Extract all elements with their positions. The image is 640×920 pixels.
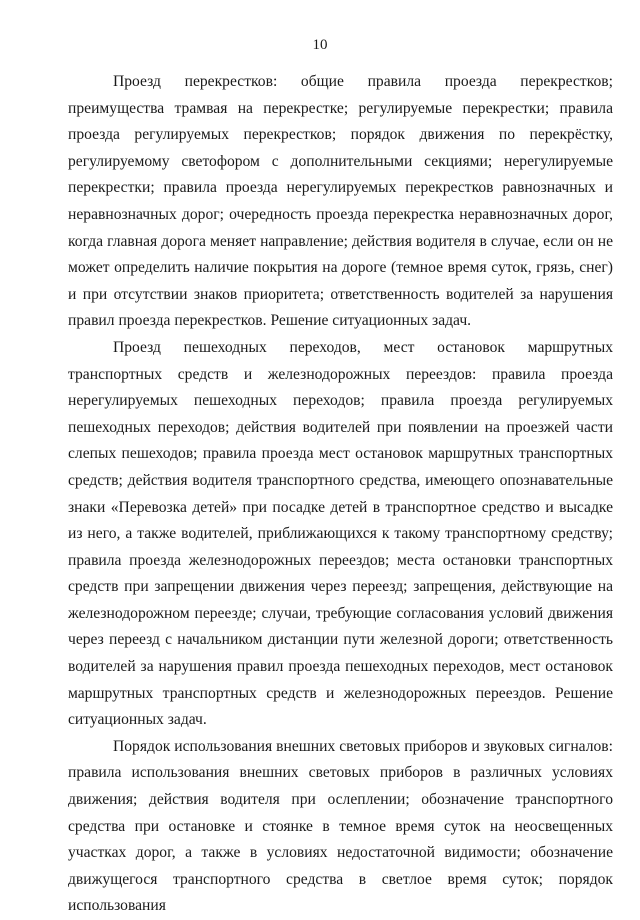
document-body [68, 69, 613, 920]
paragraph-lights-signals: Порядок использования внешних световых приборов и звуковых сигналов: правила использования внешних световых приборов в различных условиях движения; действия водителя при ослеплении; обозначение транспортного средства при остановке и стоянке в темное время суток на неосвещенных участках дорог, а также в условиях недостаточной видимости; обозначение движущегося транспортного средства в светлое время суток; порядок использования [68, 737, 613, 915]
page-number: 10 [312, 37, 328, 53]
paragraph-intersections: Проезд перекрестков: общие правила проезда перекрестков; преимущества трамвая на перекрестке; регулируемые перекрестки; правила проезда регулируемых перекрестков; порядок движения по перекрёстку, регулируемому светофором с дополнительными секциями; нерегулируемые перекрестки; правила проезда нерегулируемых перекрестков равнозначных и неравнозначных дорог; очередность проезда перекрестка неравнозначных дорог, когда главная дорога меняет направление; действия водителя в случае, если он не может определить наличие покрытия на дороге (темное время суток, грязь, снег) и при отсутствии знаков приоритета; ответственность водителей за нарушения правил проезда перекрестков. Решение ситуационных задач. [68, 73, 613, 330]
paragraph-crossings: Проезд пешеходных переходов, мест остановок маршрутных транспортных средств и железнодорожных переездов: правила проезда нерегулируемых пешеходных переходов; правила проезда регулируемых пешеходных переходов; действия водителей при появлении на проезжей части слепых пешеходов; правила проезда мест остановок маршрутных транспортных средств; действия водителя транспортного средства, имеющего опознавательные знаки «Перевозка детей» при посадке детей в транспортное средство и высадке из него, а также водителей, приближающихся к такому транспортному средству; правила проезда железнодорожных переездов; места остановки транспортных средств при запрещении движения через переезд; запрещения, действующие на железнодорожном переезде; случаи, требующие согласования условий движения через переезд с начальником дистанции пути железной дороги; ответственность водителей за нарушения правил проезда пешеходных переходов, мест остановок маршрутных транспортных средств и железнодорожных переездов. Решение ситуационных задач. [68, 338, 613, 729]
